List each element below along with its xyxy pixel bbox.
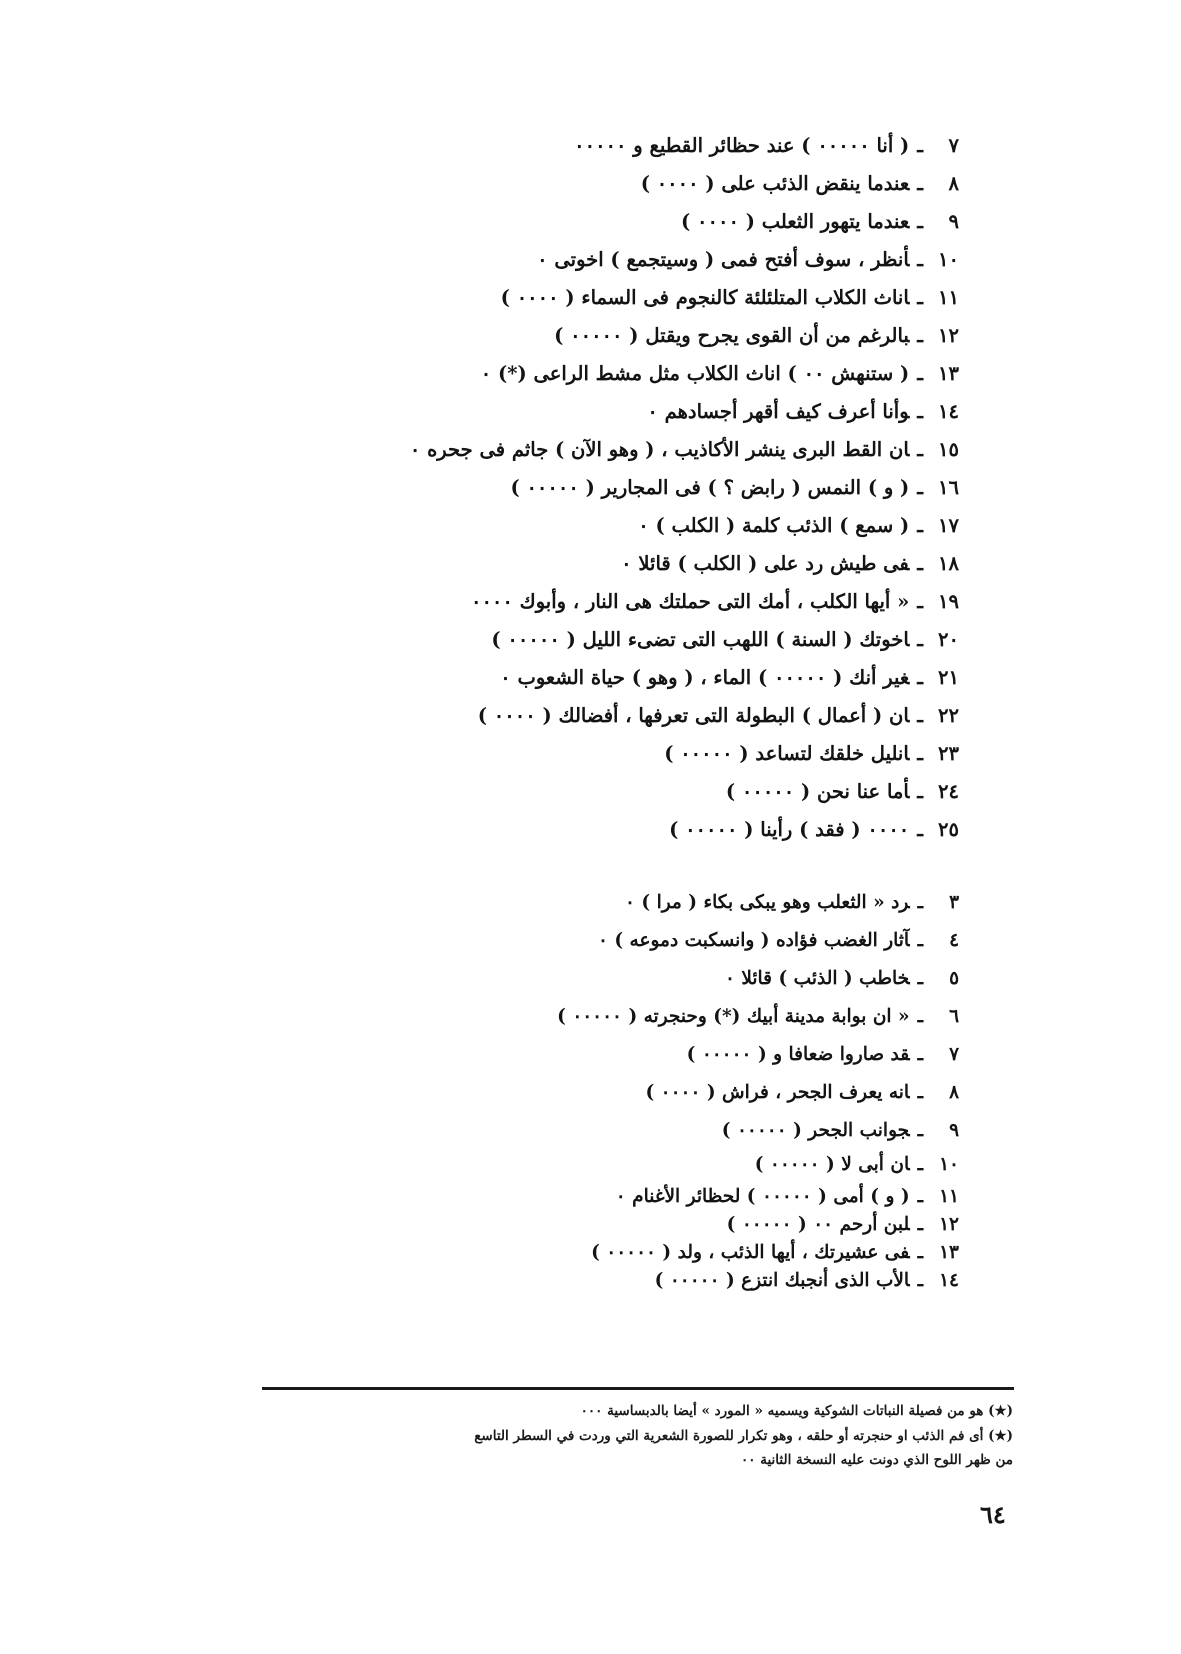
line-number: ٨ <box>948 172 959 195</box>
verse-line <box>621 551 959 577</box>
dash: ـ <box>917 704 923 727</box>
line-text: بالرغم من أن القوى يجرح ويقتل ( ٠٠٠٠٠ ) <box>554 324 910 347</box>
footnote-2: (★) أى فم الذئب او حنجرته أو حلقه ، وهو تكرار للصورة الشعرية التي وردت في السطر التاسع <box>474 1428 1013 1444</box>
verse-line <box>655 1268 959 1294</box>
dash: ـ <box>917 1270 923 1291</box>
line-text: ٠٠٠٠ ( فقد ) رأينا ( ٠٠٠٠٠ ) <box>669 818 910 841</box>
line-number: ١٠ <box>939 1154 959 1175</box>
verse-line <box>726 779 959 805</box>
dash: ـ <box>917 476 923 499</box>
verse-line <box>591 1240 959 1266</box>
line-text: أنظر ، سوف أفتح فمى ( وسيتجمع ) اخوتى ٠ <box>537 248 910 271</box>
line-number: ٢٥ <box>938 818 959 841</box>
dash: ـ <box>917 892 923 913</box>
line-text: انه يعرف الجحر ، فراش ( ٠٠٠٠ ) <box>645 1082 910 1103</box>
footnote-1: (★) هو من فصيلة النباتات الشوكية ويسميه « المورد » أيضا بالدبساسية ٠٠٠ <box>580 1403 1013 1419</box>
line-number: ١٣ <box>939 1242 959 1263</box>
dash: ـ <box>917 362 923 385</box>
verse-line <box>727 1212 959 1238</box>
line-text: رد « الثعلب وهو يبكى بكاء ( مرا ) ٠ <box>625 892 910 913</box>
verse-line <box>471 589 959 615</box>
verse-line <box>722 1118 959 1144</box>
verse-line <box>410 437 959 463</box>
line-number: ٢٤ <box>938 780 959 803</box>
line-text: انليل خلقك لتساعد ( ٠٠٠٠٠ ) <box>664 742 910 765</box>
line-text: فى عشيرتك ، أيها الذئب ، ولد ( ٠٠٠٠٠ ) <box>591 1242 910 1263</box>
line-text: أما عنا نحن ( ٠٠٠٠٠ ) <box>725 780 910 803</box>
dash: ـ <box>917 1006 923 1027</box>
dash: ـ <box>917 1242 923 1263</box>
verse-line <box>638 513 959 539</box>
verse-line <box>491 627 959 653</box>
dash: ـ <box>917 552 923 575</box>
line-number: ٧ <box>949 1044 959 1065</box>
footnote-2-continued: من ظهر اللوح الذي دونت عليه النسخة الثانية ٠٠ <box>740 1452 1013 1468</box>
verse-line <box>616 1184 959 1210</box>
line-text: ( أنا ٠٠٠٠٠ ) عند حظائر القطيع و ٠٠٠٠٠ <box>574 134 910 157</box>
verse-line <box>725 966 959 992</box>
verse-line <box>669 817 959 843</box>
line-number: ١٣ <box>938 362 959 385</box>
line-number: ٢٣ <box>938 742 959 765</box>
dash: ـ <box>917 666 923 689</box>
line-number: ٢١ <box>938 666 959 689</box>
line-text: خاطب ( الذئب ) قائلا ٠ <box>724 968 910 989</box>
line-number: ١٤ <box>939 1270 959 1291</box>
line-number: ٢٠ <box>938 628 959 651</box>
dash: ـ <box>917 968 923 989</box>
line-number: ٥ <box>949 968 959 989</box>
verse-line <box>598 928 959 954</box>
verse-line <box>574 133 959 159</box>
verse-line <box>681 209 959 235</box>
line-number: ١٤ <box>938 400 959 423</box>
line-text: غير أنك ( ٠٠٠٠٠ ) الماء ، ( وهو ) حياة الشعوب ٠ <box>500 666 910 689</box>
line-number: ٤ <box>949 930 959 951</box>
line-text: فى طيش رد على ( الكلب ) قائلا ٠ <box>621 552 910 575</box>
line-text: ( ستنهش ٠٠ ) اناث الكلاب مثل مشط الراعى (*) ٠ <box>480 362 910 385</box>
dash: ـ <box>917 172 923 195</box>
line-number: ١٢ <box>938 324 959 347</box>
verse-line <box>478 703 959 729</box>
page-number: ٦٤ <box>980 1500 1006 1529</box>
line-number: ٦ <box>949 1006 959 1027</box>
verse-line <box>510 475 959 501</box>
dash: ـ <box>917 1082 923 1103</box>
line-text: ( و ) النمس ( رابض ؟ ) فى المجارير ( ٠٠٠٠٠ ) <box>510 476 910 499</box>
verse-line <box>687 1042 959 1068</box>
line-text: لبن أرحم ٠٠ ( ٠٠٠٠٠ ) <box>726 1214 910 1235</box>
dash: ـ <box>917 514 923 537</box>
line-number: ١٢ <box>939 1214 959 1235</box>
line-number: ٢٢ <box>938 704 959 727</box>
line-number: ١١ <box>939 1186 959 1207</box>
line-text: الأب الذى أنجبك انتزع ( ٠٠٠٠٠ ) <box>654 1270 910 1291</box>
verse-line <box>641 171 959 197</box>
line-number: ٧ <box>948 134 959 157</box>
verse-line <box>664 741 959 767</box>
verse-line <box>755 1152 959 1178</box>
verse-line <box>625 890 959 916</box>
line-text: جوانب الجحر ( ٠٠٠٠٠ ) <box>721 1120 910 1141</box>
line-number: ١٦ <box>938 476 959 499</box>
dash: ـ <box>917 818 923 841</box>
dash: ـ <box>917 1044 923 1065</box>
line-number: ١٠ <box>938 248 959 271</box>
dash: ـ <box>917 248 923 271</box>
line-text: قد صاروا ضعافا و ( ٠٠٠٠٠ ) <box>686 1044 910 1065</box>
verse-line <box>481 361 959 387</box>
dash: ـ <box>917 590 923 613</box>
line-text: ( سمع ) الذئب كلمة ( الكلب ) ٠ <box>638 514 910 537</box>
line-text: وأنا أعرف كيف أقهر أجسادهم ٠ <box>647 400 910 423</box>
verse-line <box>557 1004 959 1030</box>
line-text: اناث الكلاب المتلئلئة كالنجوم فى السماء ( ٠٠٠٠ ) <box>500 286 910 309</box>
dash: ـ <box>917 210 923 233</box>
dash: ـ <box>917 438 923 461</box>
line-text: ان ( أعمال ) البطولة التى تعرفها ، أفضالك ( ٠٠٠٠ ) <box>477 704 910 727</box>
verse-line <box>647 399 959 425</box>
dash: ـ <box>917 1214 923 1235</box>
dash: ـ <box>917 1186 923 1207</box>
verse-line <box>501 285 959 311</box>
line-text: « ان بوابة مدينة أبيك (*) وحنجرته ( ٠٠٠٠٠ ) <box>557 1006 910 1027</box>
dash: ـ <box>917 1120 923 1141</box>
dash: ـ <box>917 780 923 803</box>
line-text: عندما يتهور الثعلب ( ٠٠٠٠ ) <box>681 210 910 233</box>
footnote-divider <box>262 1387 1014 1390</box>
dash: ـ <box>917 286 923 309</box>
line-text: ان أبى لا ( ٠٠٠٠٠ ) <box>754 1154 910 1175</box>
dash: ـ <box>917 324 923 347</box>
line-text: آثار الغضب فؤاده ( وانسكبت دموعه ) ٠ <box>597 930 910 951</box>
line-number: ١٥ <box>938 438 959 461</box>
line-text: ( و ) أمى ( ٠٠٠٠٠ ) لحظائر الأغنام ٠ <box>615 1186 910 1207</box>
line-number: ٣ <box>949 892 959 913</box>
line-number: ١١ <box>938 286 959 309</box>
line-number: ١٩ <box>938 590 959 613</box>
verse-line <box>500 665 959 691</box>
line-number: ١٨ <box>938 552 959 575</box>
line-number: ١٧ <box>938 514 959 537</box>
dash: ـ <box>917 1154 923 1175</box>
dash: ـ <box>917 400 923 423</box>
dash: ـ <box>917 930 923 951</box>
line-number: ٩ <box>949 1120 959 1141</box>
line-number: ٩ <box>948 210 959 233</box>
line-text: ان القط البرى ينشر الأكاذيب ، ( وهو الآن ) جاثم فى جحره ٠ <box>409 438 910 461</box>
verse-line <box>537 247 959 273</box>
line-text: « أيها الكلب ، أمك التى حملتك هى النار ، وأبوك ٠٠٠٠ <box>470 590 910 613</box>
dash: ـ <box>917 134 923 157</box>
line-text: اخوتك ( السنة ) اللهب التى تضىء الليل ( ٠٠٠٠٠ ) <box>491 628 910 651</box>
dash: ـ <box>917 742 923 765</box>
dash: ـ <box>917 628 923 651</box>
verse-line <box>645 1080 959 1106</box>
line-text: عندما ينقض الذئب على ( ٠٠٠٠ ) <box>640 172 910 195</box>
line-number: ٨ <box>949 1082 959 1103</box>
verse-line <box>554 323 959 349</box>
